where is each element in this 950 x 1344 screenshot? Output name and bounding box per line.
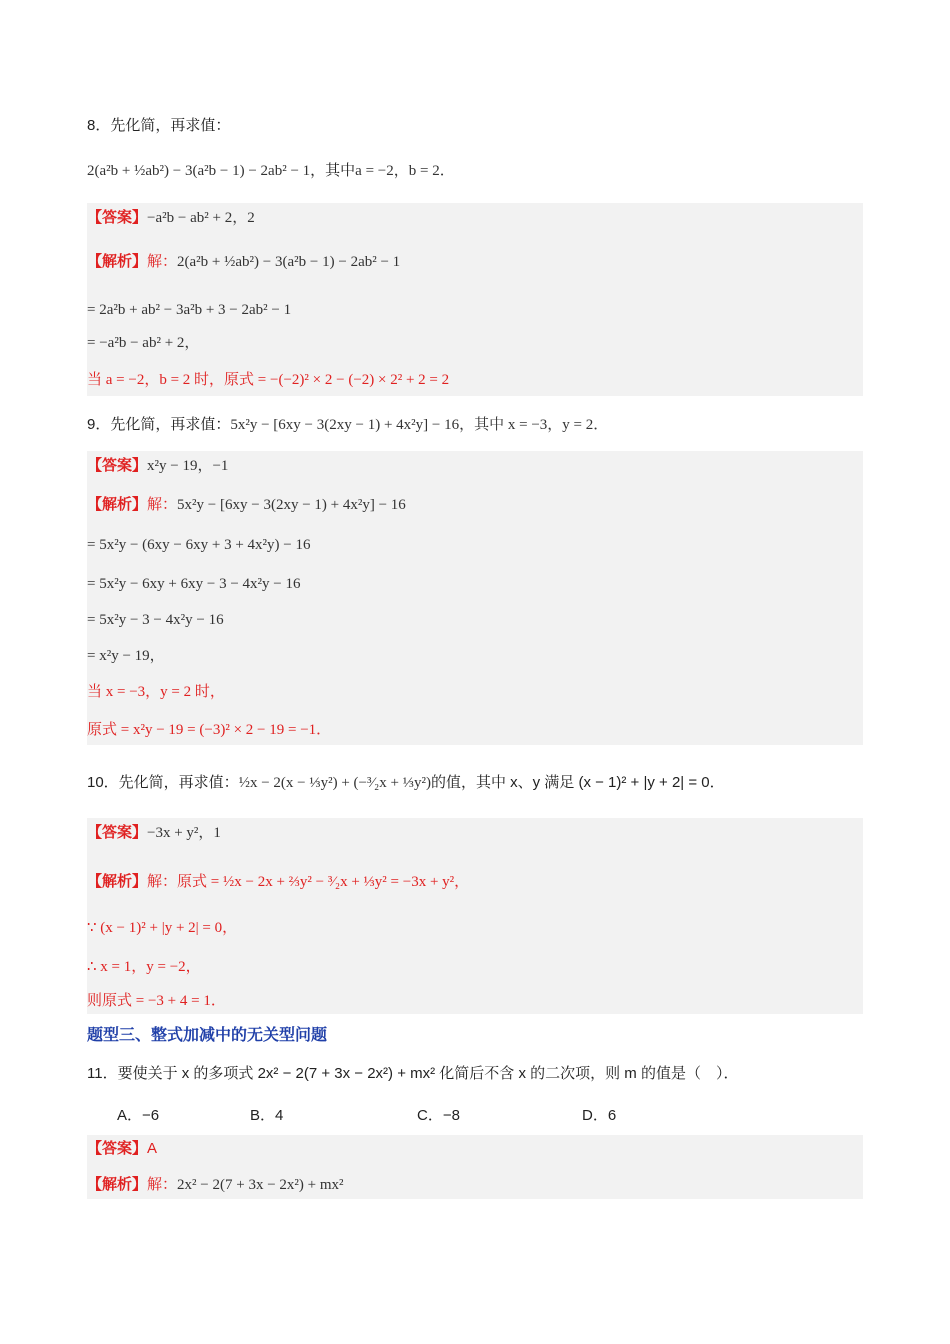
section-heading: 题型三、整式加减中的无关型问题 xyxy=(87,1027,328,1044)
answer-tag: 【答案】 xyxy=(87,457,148,474)
answer-tag: 【答案】 xyxy=(87,824,148,841)
q11-option-b: B．4 xyxy=(250,1107,284,1124)
q8-analysis xyxy=(87,251,400,272)
q8-condition-label: ，其中 xyxy=(310,162,356,179)
q10-step: 则原式 = −3 + 4 = 1． xyxy=(87,993,226,1009)
analysis-tag: 【解析】 xyxy=(87,253,148,270)
q9-analysis xyxy=(87,494,406,515)
q10-problem xyxy=(87,772,725,793)
q8-step: = 2a²b + ab² − 3a²b + 3 − 2ab² − 1 xyxy=(87,302,292,318)
analysis-lead: 解： xyxy=(147,496,178,513)
analysis-lead: 解： xyxy=(147,1176,178,1193)
answer-tag: 【答案】 xyxy=(87,209,148,226)
q9-step: 5x²y − [6xy − 3(2xy − 1) + 4x²y] − 16 xyxy=(177,497,406,513)
q9-expression: 5x²y − [6xy − 3(2xy − 1) + 4x²y] − 16 xyxy=(230,417,460,433)
q9-step: = x²y − 19， xyxy=(87,648,165,664)
q9-when: 当 x = −3，y = 2 时， xyxy=(87,684,225,700)
q11-option-c: C．−8 xyxy=(417,1107,460,1124)
q11-option-a: A．−6 xyxy=(117,1107,160,1124)
q8-expression: 2(a²b + ½ab²) − 3(a²b − 1) − 2ab² − 1 xyxy=(87,163,311,179)
analysis-tag: 【解析】 xyxy=(87,873,148,890)
q9-answer-value: x²y − 19，−1 xyxy=(147,458,229,474)
q10-analysis xyxy=(87,871,469,892)
q11-answer xyxy=(87,1138,157,1159)
q10-answer-value: −3x + y²，1 xyxy=(147,825,221,841)
q8-step: 2(a²b + ½ab²) − 3(a²b − 1) − 2ab² − 1 xyxy=(177,254,401,270)
q9-stem: 9．先化简，再求值： xyxy=(87,416,231,433)
q10-expression: ½x − 2(x − ⅓y²) + (−³⁄₂x + ⅓y²) xyxy=(238,775,431,791)
q9-step: = 5x²y − (6xy − 6xy + 3 + 4x²y) − 16 xyxy=(87,537,311,553)
q9-step: = 5x²y − 3 − 4x²y − 16 xyxy=(87,612,224,628)
q10-step: ∵ (x − 1)² + |y + 2| = 0， xyxy=(87,920,238,936)
q8-stem: 8．先化简，再求值： xyxy=(87,117,231,134)
q9-final: 原式 = x²y − 19 = (−3)² × 2 − 19 = −1． xyxy=(87,722,332,738)
q8-answer xyxy=(87,207,255,228)
q11-expression: 2x² − 2(7 + 3x − 2x²) + mx² xyxy=(177,1177,344,1193)
q10-stem: 10．先化简，再求值： xyxy=(87,774,239,791)
q9-step: = 5x²y − 6xy + 6xy − 3 − 4x²y − 16 xyxy=(87,576,301,592)
analysis-lead: 解： xyxy=(147,253,178,270)
analysis-lead: 解： xyxy=(147,873,178,890)
answer-tag: 【答案】 xyxy=(87,1140,148,1157)
q10-step: 原式 = ½x − 2x + ⅔y² − ³⁄₂x + ⅓y² = −3x + y²， xyxy=(177,874,470,890)
analysis-tag: 【解析】 xyxy=(87,1176,148,1193)
q11-answer-value: A xyxy=(147,1140,158,1157)
q11-option-d: D．6 xyxy=(582,1107,617,1124)
q9-problem xyxy=(87,414,608,435)
q10-answer xyxy=(87,822,221,843)
analysis-tag: 【解析】 xyxy=(87,496,148,513)
q10-answer-box xyxy=(87,818,863,1014)
q11-analysis xyxy=(87,1174,344,1195)
q10-step: ∴ x = 1，y = −2， xyxy=(87,959,201,975)
q9-condition: ，其中 x = −3，y = 2． xyxy=(459,417,609,433)
q8-final: 当 a = −2，b = 2 时，原式 = −(−2)² × 2 − (−2) × 2² + 2 = 2 xyxy=(87,372,450,388)
q8-step: = −a²b − ab² + 2， xyxy=(87,335,200,351)
q8-problem xyxy=(87,160,455,181)
q10-condition: 的值，其中 x、y 满足 (x − 1)² + |y + 2| = 0． xyxy=(430,774,725,791)
q11-stem: 11．要使关于 x 的多项式 2x² − 2(7 + 3x − 2x²) + mx² 化简后不含 x 的二次项，则 m 的值是（ ）． xyxy=(87,1065,739,1082)
q9-answer xyxy=(87,455,228,476)
q8-answer-value: −a²b − ab² + 2，2 xyxy=(147,210,255,226)
q8-condition: a = −2，b = 2． xyxy=(355,163,455,179)
